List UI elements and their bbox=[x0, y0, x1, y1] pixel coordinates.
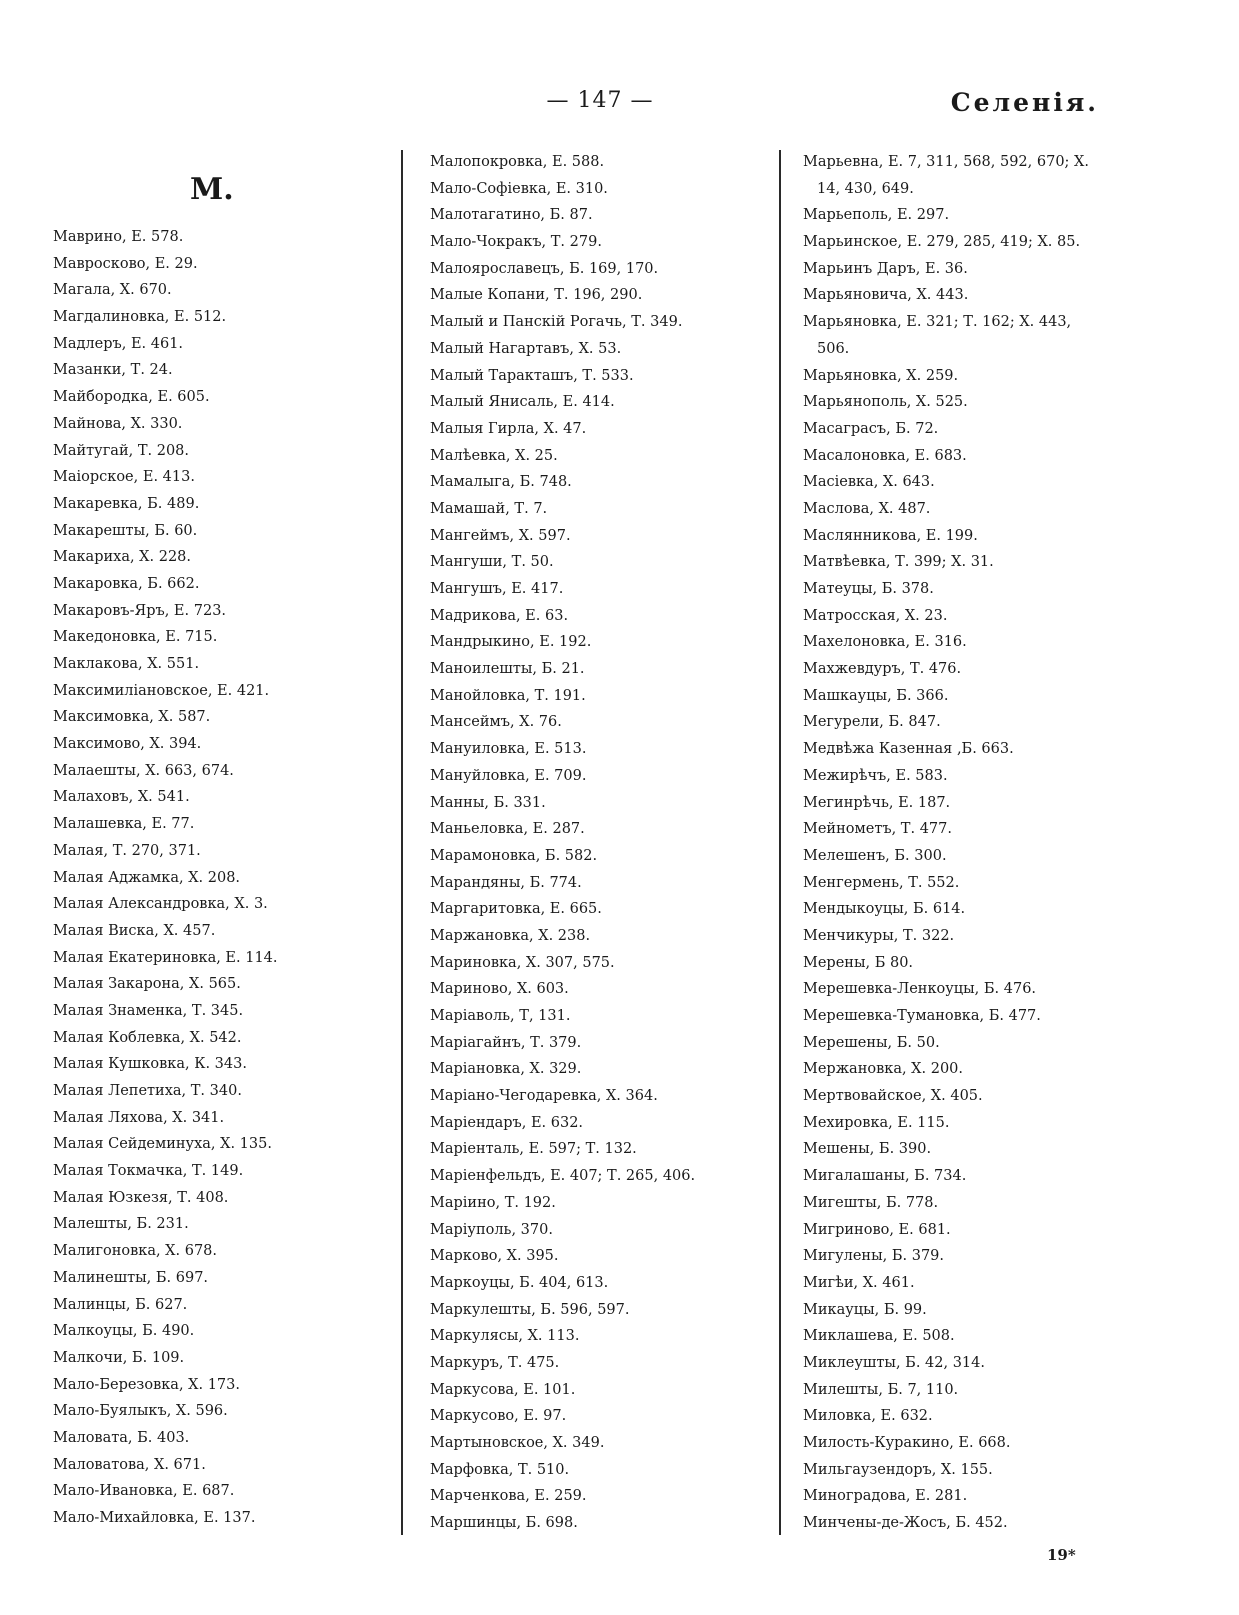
index-entry: Мигриново, Е. 681. bbox=[803, 1221, 951, 1238]
index-entry: Марандяны, Б. 774. bbox=[430, 874, 582, 891]
index-entry: Малинцы, Б. 627. bbox=[53, 1296, 188, 1313]
index-entry: Матросская, Х. 23. bbox=[803, 607, 948, 624]
index-entry: Маловата, Б. 403. bbox=[53, 1429, 190, 1446]
letter-heading: M. bbox=[190, 172, 234, 207]
index-entry: Малые Копани, Т. 196, 290. bbox=[430, 287, 643, 304]
index-entry: Мало-Березовка, Х. 173. bbox=[53, 1376, 240, 1393]
index-entry: Мало-Софіевка, Е. 310. bbox=[430, 180, 608, 197]
index-entry: Маркусово, Е. 97. bbox=[430, 1408, 567, 1425]
index-entry: Мигулены, Б. 379. bbox=[803, 1248, 945, 1265]
index-entry: Малотагатино, Б. 87. bbox=[430, 207, 593, 224]
index-entry: Маріенфельдъ, Е. 407; Т. 265, 406. bbox=[430, 1168, 696, 1185]
index-entry: Маргаритовка, Е. 665. bbox=[430, 901, 602, 918]
index-entry: Мануйловка, Е. 709. bbox=[430, 767, 587, 784]
index-entry: Менчикуры, Т. 322. bbox=[803, 927, 955, 944]
index-entry: Менгермень, Т. 552. bbox=[803, 874, 960, 891]
index-entry: Мангуши, Т. 50. bbox=[430, 554, 554, 571]
index-entry: Малая Сейдеминуха, Х. 135. bbox=[53, 1136, 272, 1153]
index-entry: Малая Юзкезя, Т. 408. bbox=[53, 1189, 229, 1206]
index-entry: Мазанки, Т. 24. bbox=[53, 362, 173, 379]
index-entry: Маріановка, Х. 329. bbox=[430, 1061, 582, 1078]
index-entry: Мелешенъ, Б. 300. bbox=[803, 847, 947, 864]
index-entry: Милость-Куракино, Е. 668. bbox=[803, 1435, 1011, 1451]
index-entry: Максимовка, Х. 587. bbox=[53, 709, 211, 726]
index-entry: Мигѣи, Х. 461. bbox=[803, 1274, 915, 1291]
index-entry: Маршинцы, Б. 698. bbox=[430, 1515, 578, 1532]
index-entry: Малкоуцы, Б. 490. bbox=[53, 1323, 195, 1340]
index-entry: Малая Екатериновка, Е. 114. bbox=[53, 949, 278, 966]
index-entry: Маслянникова, Е. 199. bbox=[803, 527, 978, 544]
index-entry: Малопокровка, Е. 588. bbox=[430, 154, 605, 170]
index-entry: Миловка, Е. 632. bbox=[803, 1408, 933, 1425]
index-entry: Матвѣевка, Т. 399; Х. 31. bbox=[803, 554, 994, 571]
index-entry: Македоновка, Е. 715. bbox=[53, 629, 218, 646]
section-title: Селенія. bbox=[950, 88, 1099, 117]
index-entry: Махжевдуръ, Т. 476. bbox=[803, 661, 962, 678]
index-entry: Малая Виска, Х. 457. bbox=[53, 922, 216, 939]
index-entry: Малыя Гирла, Х. 47. bbox=[430, 420, 587, 437]
index-entry: Мехировка, Е. 115. bbox=[803, 1114, 950, 1131]
index-entry: Малаховъ, Х. 541. bbox=[53, 789, 190, 806]
index-entry: Марьинъ Даръ, Е. 36. bbox=[803, 260, 968, 277]
index-entry: Мешены, Б. 390. bbox=[803, 1141, 932, 1158]
index-entry: Малая Кушковка, К. 343. bbox=[53, 1056, 247, 1073]
index-entry: Маріино, Т. 192. bbox=[430, 1194, 556, 1211]
index-entry: Мамалыга, Б. 748. bbox=[430, 474, 572, 491]
index-entry: Манойловка, Т. 191. bbox=[430, 687, 586, 704]
index-entry: Масіевка, Х. 643. bbox=[803, 474, 935, 491]
index-entry: Медвѣжа Казенная ,Б. 663. bbox=[803, 741, 1014, 758]
index-entry: Мангеймъ, Х. 597. bbox=[430, 527, 571, 544]
index-entry: Мало-Михайловка, Е. 137. bbox=[53, 1510, 256, 1526]
index-entry: Марьяновка, Х. 259. bbox=[803, 367, 959, 384]
index-entry: Маноилешты, Б. 21. bbox=[430, 661, 585, 678]
index-entry: Маклакова, Х. 551. bbox=[53, 656, 200, 672]
index-entry: Маржановка, Х. 238. bbox=[430, 927, 591, 944]
index-entry: Марково, Х. 395. bbox=[430, 1248, 559, 1265]
index-entry: Марченкова, Е. 259. bbox=[430, 1488, 587, 1505]
index-entry: Мало-Чокракъ, Т. 279. bbox=[430, 234, 602, 251]
index-entry: Миклашева, Е. 508. bbox=[803, 1328, 955, 1345]
index-column-3 bbox=[803, 149, 1089, 1537]
index-entry: Макаровъ-Яръ, Е. 723. bbox=[53, 602, 227, 619]
index-entry: 14, 430, 649. bbox=[817, 180, 914, 197]
index-entry: Магала, Х. 670. bbox=[53, 282, 172, 299]
index-entry: Махелоновка, Е. 316. bbox=[803, 634, 967, 651]
index-entry: Маріенталь, Е. 597; Т. 132. bbox=[430, 1141, 637, 1158]
index-entry: Марьяновка, Е. 321; Т. 162; Х. 443, bbox=[803, 314, 1072, 331]
index-entry: Малоярославецъ, Б. 169, 170. bbox=[430, 260, 659, 277]
index-entry: Максимово, Х. 394. bbox=[53, 736, 202, 753]
index-entry: Малигоновка, Х. 678. bbox=[53, 1243, 218, 1260]
index-entry: Мейнометъ, Т. 477. bbox=[803, 821, 952, 838]
index-entry: Малый Янисаль, Е. 414. bbox=[430, 394, 615, 411]
index-entry: Малѣевка, Х. 25. bbox=[430, 447, 558, 464]
index-entry: Малая Знаменка, Т. 345. bbox=[53, 1002, 244, 1019]
index-entry: Мангушъ, Е. 417. bbox=[430, 581, 564, 597]
index-entry: Мариновка, Х. 307, 575. bbox=[430, 954, 615, 971]
index-entry: Малешты, Б. 231. bbox=[53, 1216, 189, 1233]
index-entry: Маріаволь, Т, 131. bbox=[430, 1008, 571, 1024]
index-entry: Мало-Буялыкъ, Х. 596. bbox=[53, 1403, 228, 1420]
index-entry: Мегинрѣчь, Е. 187. bbox=[803, 794, 951, 811]
index-entry: Милешты, Б. 7, 110. bbox=[803, 1381, 959, 1398]
page-number: — 147 — bbox=[546, 88, 654, 113]
index-entry: Мадлеръ, Е. 461. bbox=[53, 335, 184, 352]
index-entry: Маркуръ, Т. 475. bbox=[430, 1354, 560, 1371]
index-entry: Матеуцы, Б. 378. bbox=[803, 581, 934, 597]
index-column-2 bbox=[430, 149, 695, 1537]
index-entry: Малый и Панскій Рогачь, Т. 349. bbox=[430, 314, 683, 331]
index-entry: Марфовка, Т. 510. bbox=[430, 1461, 570, 1478]
index-entry: Малая Коблевка, Х. 542. bbox=[53, 1029, 242, 1046]
index-entry: Микауцы, Б. 99. bbox=[803, 1301, 927, 1318]
column-divider bbox=[779, 150, 781, 1535]
index-entry: Мариново, Х. 603. bbox=[430, 981, 569, 998]
index-entry: Маркулясы, Х. 113. bbox=[430, 1328, 580, 1345]
index-entry: Малая Закарона, Х. 565. bbox=[53, 976, 241, 993]
index-entry: Максимиліановское, Е. 421. bbox=[53, 682, 270, 699]
index-entry: Мендыкоуцы, Б. 614. bbox=[803, 901, 966, 918]
index-entry: Мильгаузендоръ, Х. 155. bbox=[803, 1461, 993, 1478]
index-entry: Майнова, Х. 330. bbox=[53, 415, 183, 432]
index-entry: Маркусова, Е. 101. bbox=[430, 1381, 576, 1398]
index-entry: Мержановка, Х. 200. bbox=[803, 1061, 964, 1078]
index-entry: Миклеушты, Б. 42, 314. bbox=[803, 1354, 985, 1371]
index-entry: Магдалиновка, Е. 512. bbox=[53, 309, 227, 326]
index-entry: Марамоновка, Б. 582. bbox=[430, 847, 598, 864]
index-entry: Марьевна, Е. 7, 311, 568, 592, 670; Х. bbox=[803, 154, 1089, 170]
index-entry: Малаешты, Х. 663, 674. bbox=[53, 762, 234, 779]
index-entry: Майбородка, Е. 605. bbox=[53, 389, 210, 406]
index-entry: Маріано-Чегодаревка, Х. 364. bbox=[430, 1088, 658, 1105]
index-entry: Межирѣчъ, Е. 583. bbox=[803, 767, 948, 784]
index-entry: Малая, Т. 270, 371. bbox=[53, 842, 201, 859]
index-entry: Макарешты, Б. 60. bbox=[53, 522, 198, 539]
index-entry: Майтугай, Т. 208. bbox=[53, 442, 190, 459]
index-entry: Масалоновка, Е. 683. bbox=[803, 447, 967, 464]
index-column-1 bbox=[53, 224, 278, 1532]
index-entry: Мансеймъ, Х. 76. bbox=[430, 714, 562, 731]
index-entry: Макариха, Х. 228. bbox=[53, 549, 192, 566]
index-entry: Малая Александровка, Х. 3. bbox=[53, 896, 268, 913]
index-entry: Малинешты, Б. 697. bbox=[53, 1269, 209, 1286]
index-entry: Мало-Ивановка, Е. 687. bbox=[53, 1483, 235, 1500]
index-entry: Маловатова, Х. 671. bbox=[53, 1456, 206, 1473]
index-entry: Мегурели, Б. 847. bbox=[803, 714, 941, 731]
index-entry: Малая Ляхова, Х. 341. bbox=[53, 1109, 225, 1126]
signature-mark: 19* bbox=[1047, 1546, 1076, 1564]
index-entry: Макаревка, Б. 489. bbox=[53, 495, 200, 512]
index-entry: Маіорское, Е. 413. bbox=[53, 469, 195, 486]
index-entry: Мадрикова, Е. 63. bbox=[430, 607, 569, 624]
index-entry: Марьяновича, Х. 443. bbox=[803, 287, 969, 304]
index-entry: Марьянополь, Х. 525. bbox=[803, 394, 968, 411]
index-entry: Маслова, Х. 487. bbox=[803, 500, 931, 517]
index-entry: Макаровка, Б. 662. bbox=[53, 575, 200, 592]
index-entry: Минчены-де-Жосъ, Б. 452. bbox=[803, 1515, 1008, 1532]
index-entry: Мавросково, Е. 29. bbox=[53, 255, 198, 272]
index-entry: Мануиловка, Е. 513. bbox=[430, 741, 587, 758]
index-entry: Миноградова, Е. 281. bbox=[803, 1488, 968, 1505]
index-entry: Мандрыкино, Е. 192. bbox=[430, 634, 592, 651]
index-entry: Мерешевка-Ленкоуцы, Б. 476. bbox=[803, 981, 1037, 998]
index-entry: Малая Аджамка, Х. 208. bbox=[53, 869, 241, 886]
index-entry: Маріагайнъ, Т. 379. bbox=[430, 1034, 582, 1051]
index-entry: Маріендаръ, Е. 632. bbox=[430, 1114, 584, 1131]
index-entry: 506. bbox=[817, 340, 850, 357]
index-entry: Манны, Б. 331. bbox=[430, 794, 546, 811]
index-entry: Мамашай, Т. 7. bbox=[430, 500, 548, 517]
index-entry: Мерешены, Б. 50. bbox=[803, 1034, 940, 1051]
index-entry: Масаграсъ, Б. 72. bbox=[803, 420, 939, 437]
index-entry: Мартыновское, Х. 349. bbox=[430, 1435, 605, 1451]
index-entry: Малый Нагартавъ, Х. 53. bbox=[430, 340, 622, 357]
index-entry: Маркулешты, Б. 596, 597. bbox=[430, 1301, 630, 1318]
index-entry: Малый Таракташъ, Т. 533. bbox=[430, 367, 634, 384]
index-entry: Марьеполь, Е. 297. bbox=[803, 207, 950, 224]
index-entry: Машкауцы, Б. 366. bbox=[803, 687, 949, 704]
column-divider bbox=[401, 150, 403, 1535]
index-entry: Маріуполь, 370. bbox=[430, 1221, 553, 1238]
index-entry: Маркоуцы, Б. 404, 613. bbox=[430, 1274, 609, 1291]
index-entry: Мертвовайское, Х. 405. bbox=[803, 1088, 983, 1105]
index-entry: Мерешевка-Тумановка, Б. 477. bbox=[803, 1008, 1041, 1024]
index-entry: Маньеловка, Е. 287. bbox=[430, 821, 585, 838]
index-entry: Мигешты, Б. 778. bbox=[803, 1194, 939, 1211]
index-entry: Маврино, Е. 578. bbox=[53, 229, 184, 245]
index-entry: Мигалашаны, Б. 734. bbox=[803, 1168, 967, 1185]
index-entry: Малая Лепетиха, Т. 340. bbox=[53, 1083, 242, 1099]
index-entry: Малкочи, Б. 109. bbox=[53, 1349, 185, 1366]
index-entry: Мерены, Б 80. bbox=[803, 954, 914, 971]
index-entry: Малашевка, Е. 77. bbox=[53, 816, 195, 833]
index-entry: Марьинское, Е. 279, 285, 419; Х. 85. bbox=[803, 234, 1081, 251]
index-entry: Малая Токмачка, Т. 149. bbox=[53, 1163, 244, 1180]
